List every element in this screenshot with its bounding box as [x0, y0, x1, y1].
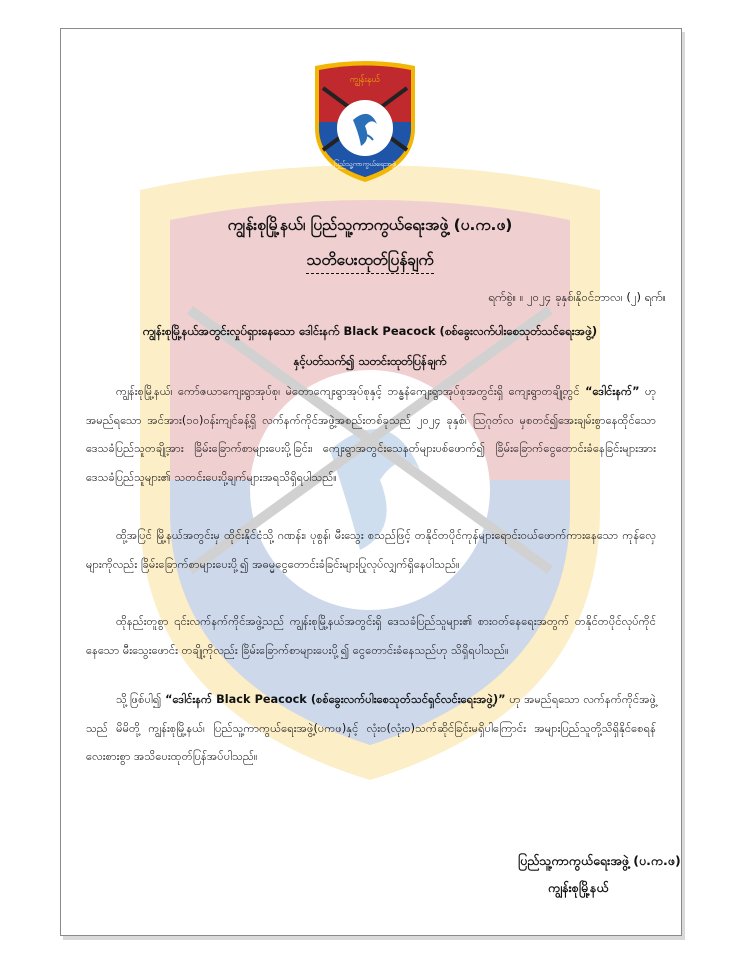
- paragraph-1: ကျွန်းစုမြို့နယ်၊ ကော်ဇယာကျေးရွာအုပ်စု၊ မဲတောကျေးရွာအုပ်စုနှင့် ဘန္ဓနံကျေးရွာအုပ်စုအတွင်းရှိ ကျေးရွာတချို့တွင် “ဒေါင်းနက်” ဟုအမည်ရသော အင်အား(၁၀)ဝန်းကျင်ခန့်ရှိ လက်နက်ကိုင်အဖွဲ့အစည်းတစ်ခုသည် ၂၀၂၄ ခုနှစ်၊ ဩဂုတ်လ မှစတင်၍အေးချမ်းစွာနေထိုင်သော ဒေသခံပြည်သူတချို့အား ခြိမ်းခြောက်စာများပေးပို့ခြင်း၊ ကျေးရွာအတွင်းသေနတ်များပစ်ဖောက်၍ ခြိမ်းခြောက်ငွေတောင်းခံနေခြင်းများအား ဒေသခံပြည်သူများ၏ သတင်းပေးပို့ချက်များအရသိရှိရပါသည်။: [86, 385, 657, 484]
- date-line: ရက်စွဲ။ ။ ၂၀၂၄ ခုနှစ်၊နိုဝင်ဘာလ၊ (၂) ရက်။: [488, 290, 666, 304]
- org-title: ကျွန်းစုမြို့နယ်၊ ပြည်သူ့ကာကွယ်ရေးအဖွဲ့ (ပ.က.ဖ): [227, 216, 513, 234]
- paragraph-2: ထို့အပြင် မြို့နယ်အတွင်းမှ ထိုင်းနိုင်ငံသို့ ဂဏန်း၊ ပုစွန်၊ မီးသွေး စသည်ဖြင့် တနိုင်တပိုင်ကုန်များရောင်းဝယ်ဖောက်ကားနေသော ကုန်လှေများကိုလည်း ခြိမ်းခြောက်စာများပေးပို့၍ အဓမ္မငွေတောင်းခံခြင်းများပြုလုပ်လျှက်ရှိနေပါသည်။: [86, 529, 656, 571]
- emblem-logo: [309, 58, 421, 184]
- logo-top-text: ကျွန်းနယ်: [349, 75, 381, 85]
- signature-township: ကျွန်းစုမြို့နယ်: [548, 880, 609, 895]
- paragraph-3: ထိုနည်းတူစွာ ၎င်းလက်နက်ကိုင်အဖွဲ့သည် ကျွန်းစုမြို့နယ်အတွင်းရှိ ဒေသခံပြည်သူများ၏ စားဝတ်နေရေးအတွက် တနိုင်တပိုင်လုပ်ကိုင်နေသော မီးသွေးဖောင်း တချို့ကိုလည်း ခြိမ်းခြောက်စာများပေးပို့၍ ငွေတောင်းခံနေသည်ဟု သိရှိရပါသည်။: [86, 615, 656, 657]
- subject-line-1: ကျွန်းစုမြို့နယ်အတွင်းလှုပ်ရှားနေသော ဒေါင်းနက် Black Peacock (စစ်ခွေးလက်ပါးစေသုတ်သင်ရေးအဖွဲ့): [142, 324, 598, 338]
- logo-bottom-text: ပြည်သူ့ကာကွယ်ရေးအဖွဲ့: [333, 160, 397, 168]
- subject-line-2: နှင့်ပတ်သက်၍ သတင်းထုတ်ပြန်ချက်: [293, 354, 447, 368]
- signature-org: ပြည်သူ့ကာကွယ်ရေးအဖွဲ့ (ပ.က.ဖ): [518, 853, 681, 868]
- paragraph-4: သို့ဖြစ်ပါ၍ “ဒေါင်းနက် Black Peacock (စစ်ခွေးလက်ပါးစေသုတ်သင်ရှင်လင်းရေးအဖွဲ့)” ဟု အမည်ရသော လက်နက်ကိုင်အဖွဲ့သည် မိမိတို့ ကျွန်းစုမြို့နယ်၊ ပြည်သူ့ကာကွယ်ရေးအဖွဲ့(ပကဖ)နှင့် လုံး၀(လုံး၀)သက်ဆိုင်ခြင်းမရှိပါကြောင်း အများပြည်သူတို့သိရှိနိုင်စေရန် လေးစားစွာ အသိပေးထုတ်ပြန်အပ်ပါသည်။: [86, 693, 657, 763]
- doc-type-title: သတိပေးထုတ်ပြန်ချက်: [60, 250, 680, 273]
